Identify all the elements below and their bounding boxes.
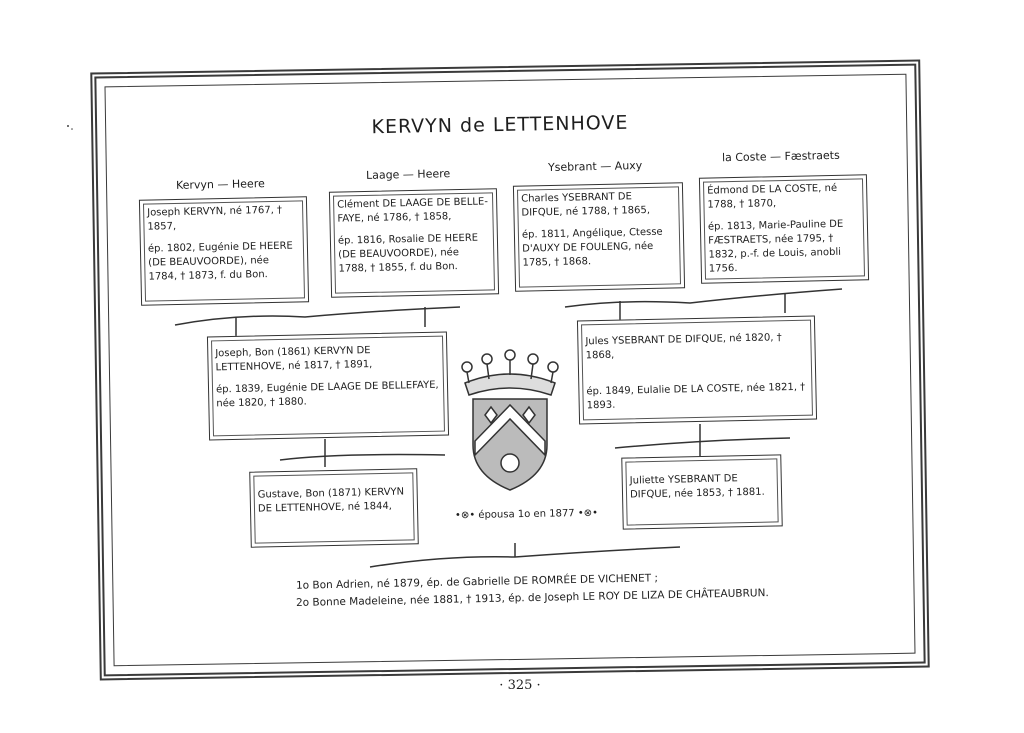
print-specks bbox=[60, 120, 80, 140]
ornament-right-icon: •⊗• bbox=[577, 507, 599, 520]
box-text: ép. 1802, Eugénie DE HEERE (DE BEAUVOORDE), née 1784, † 1873, f. du Bon. bbox=[147, 240, 293, 283]
box-ysebrant-auxy bbox=[513, 182, 685, 292]
box-text: Jules YSEBRANT DE DIFQUE, né 1820, † 1868, bbox=[585, 332, 782, 362]
box-jules-ysebrant bbox=[577, 316, 817, 425]
box-text: ép. 1813, Marie-Pauline DE FÆSTRAETS, née 1795, † 1832, p.-f. de Louis, anobli 1756. bbox=[707, 218, 844, 275]
box-text: Joseph KERVYN, né 1767, † 1857, bbox=[147, 204, 283, 233]
coat-of-arms bbox=[455, 345, 565, 495]
box-text: Gustave, Bon (1871) KERVYN DE LETTENHOVE, né 1844, bbox=[257, 486, 405, 515]
box-gustave bbox=[249, 468, 419, 548]
box-text: ép. 1839, Eugénie DE LAAGE DE BELLEFAYE, née 1820, † 1880. bbox=[215, 379, 439, 410]
ornament-icon: · bbox=[536, 678, 541, 693]
box-text: Édmond DE LA COSTE, né 1788, † 1870, bbox=[707, 182, 838, 211]
box-text: ép. 1849, Eulalie DE LA COSTE, née 1821, † 1893. bbox=[586, 381, 806, 412]
box-text: ép. 1816, Rosalie DE HEERE (DE BEAUVOORDE), née 1788, † 1855, f. du Bon. bbox=[337, 232, 479, 275]
descendant-line-2: 2o Bonne Madeleine, née 1881, † 1913, ép. de Joseph LE ROY DE LIZA DE CHÂTEAUBRUN. bbox=[295, 587, 769, 609]
box-juliette bbox=[621, 454, 782, 529]
descendant-line-1: 1o Bon Adrien, né 1879, ép. de Gabrielle DE ROMRÉE DE VICHENET ; bbox=[295, 572, 659, 592]
box-laage-heere bbox=[329, 188, 499, 297]
box-kervyn-heere bbox=[139, 196, 309, 305]
box-text: ép. 1811, Angélique, Ctesse D'AUXY DE FOULENG, née 1785, † 1868. bbox=[521, 226, 663, 269]
family-heading-coste-faestraets: la Coste — Fæstraets bbox=[721, 148, 840, 165]
page-title: KERVYN de LETTENHOVE bbox=[371, 111, 629, 139]
page-number-text: 325 bbox=[507, 678, 533, 693]
family-heading-laage-heere: Laage — Heere bbox=[365, 167, 451, 182]
ornament-icon: · bbox=[499, 678, 504, 693]
box-text: Clément DE LAAGE DE BELLE-FAYE, né 1786, † 1858, bbox=[337, 196, 488, 225]
marriage-text: épousa 1o en 1877 bbox=[478, 508, 575, 521]
box-text: Juliette YSEBRANT DE DIFQUE, née 1853, † 1881. bbox=[629, 473, 765, 501]
box-joseph-kervyn bbox=[207, 331, 449, 440]
ornament-left-icon: •⊗• bbox=[454, 509, 476, 522]
page-number bbox=[490, 678, 550, 693]
box-text: Charles YSEBRANT DE DIFQUE, né 1788, † 1865, bbox=[521, 191, 651, 219]
box-text: Joseph, Bon (1861) KERVYN DE LETTENHOVE, né 1817, † 1891, bbox=[215, 345, 373, 374]
family-heading-kervyn-heere: Kervyn — Heere bbox=[175, 177, 265, 192]
box-coste-faestraets bbox=[699, 174, 869, 283]
family-heading-ysebrant-auxy: Ysebrant — Auxy bbox=[547, 159, 643, 174]
